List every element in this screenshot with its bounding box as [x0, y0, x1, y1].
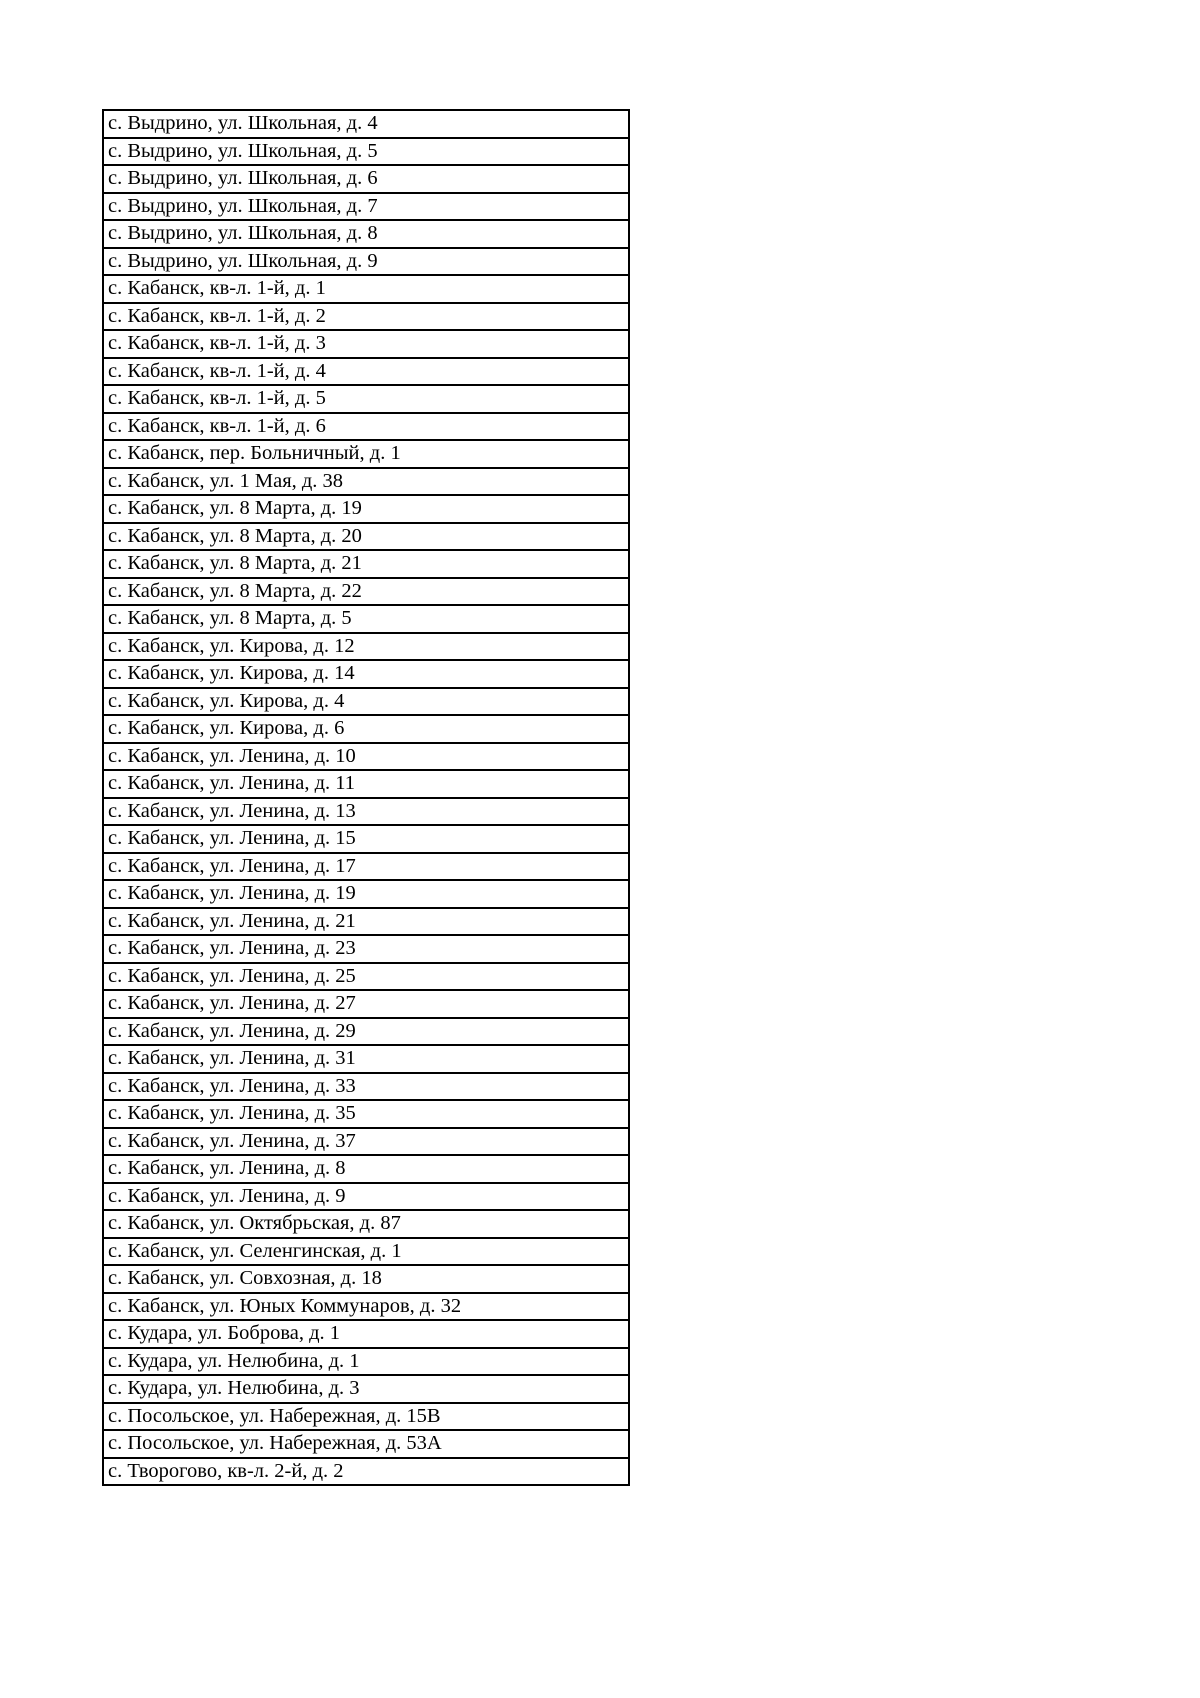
table-row — [103, 193, 629, 221]
table-row — [103, 1293, 629, 1321]
table-row — [103, 1320, 629, 1348]
address-cell: с. Кабанск, ул. Кирова, д. 14 — [103, 660, 629, 688]
table-row — [103, 303, 629, 331]
address-cell: с. Кабанск, кв-л. 1-й, д. 5 — [103, 385, 629, 413]
address-cell: с. Кабанск, ул. Селенгинская, д. 1 — [103, 1238, 629, 1266]
table-row — [103, 963, 629, 991]
table-row — [103, 440, 629, 468]
address-cell: с. Кабанск, кв-л. 1-й, д. 6 — [103, 413, 629, 441]
address-table — [102, 109, 630, 1486]
table-row — [103, 770, 629, 798]
table-row — [103, 1210, 629, 1238]
address-cell: с. Кабанск, кв-л. 1-й, д. 3 — [103, 330, 629, 358]
address-cell: с. Кабанск, ул. Ленина, д. 17 — [103, 853, 629, 881]
table-row — [103, 110, 629, 138]
table-row — [103, 1375, 629, 1403]
address-cell: с. Кабанск, ул. Совхозная, д. 18 — [103, 1265, 629, 1293]
address-cell: с. Выдрино, ул. Школьная, д. 5 — [103, 138, 629, 166]
address-cell: с. Кабанск, ул. Ленина, д. 31 — [103, 1045, 629, 1073]
address-cell: с. Кабанск, ул. Кирова, д. 4 — [103, 688, 629, 716]
table-row — [103, 715, 629, 743]
table-row — [103, 1183, 629, 1211]
address-cell: с. Кудара, ул. Нелюбина, д. 1 — [103, 1348, 629, 1376]
table-row — [103, 688, 629, 716]
table-row — [103, 248, 629, 276]
table-row — [103, 220, 629, 248]
table-row — [103, 523, 629, 551]
address-table-body — [103, 110, 629, 1485]
address-cell: с. Кабанск, ул. Октябрьская, д. 87 — [103, 1210, 629, 1238]
table-row — [103, 743, 629, 771]
address-cell: с. Посольское, ул. Набережная, д. 53А — [103, 1430, 629, 1458]
table-row — [103, 138, 629, 166]
table-row — [103, 495, 629, 523]
address-cell: с. Кабанск, ул. Ленина, д. 33 — [103, 1073, 629, 1101]
address-cell: с. Кабанск, ул. Ленина, д. 10 — [103, 743, 629, 771]
address-cell: с. Кабанск, кв-л. 1-й, д. 2 — [103, 303, 629, 331]
address-cell: с. Кабанск, ул. Ленина, д. 23 — [103, 935, 629, 963]
address-cell: с. Кудара, ул. Боброва, д. 1 — [103, 1320, 629, 1348]
table-row — [103, 880, 629, 908]
address-cell: с. Кабанск, ул. Ленина, д. 13 — [103, 798, 629, 826]
address-cell: с. Кабанск, кв-л. 1-й, д. 1 — [103, 275, 629, 303]
table-row — [103, 853, 629, 881]
table-row — [103, 605, 629, 633]
table-row — [103, 330, 629, 358]
address-cell: с. Кабанск, ул. 8 Марта, д. 22 — [103, 578, 629, 606]
table-row — [103, 1073, 629, 1101]
address-cell: с. Кабанск, ул. Ленина, д. 19 — [103, 880, 629, 908]
table-row — [103, 1458, 629, 1486]
address-cell: с. Кабанск, ул. 8 Марта, д. 5 — [103, 605, 629, 633]
address-cell: с. Кабанск, пер. Больничный, д. 1 — [103, 440, 629, 468]
table-row — [103, 385, 629, 413]
table-row — [103, 798, 629, 826]
table-row — [103, 633, 629, 661]
table-row — [103, 358, 629, 386]
table-row — [103, 413, 629, 441]
table-row — [103, 468, 629, 496]
address-cell: с. Кабанск, ул. 8 Марта, д. 20 — [103, 523, 629, 551]
address-cell: с. Кудара, ул. Нелюбина, д. 3 — [103, 1375, 629, 1403]
table-row — [103, 275, 629, 303]
table-row — [103, 550, 629, 578]
table-row — [103, 1265, 629, 1293]
table-row — [103, 1155, 629, 1183]
table-row — [103, 1018, 629, 1046]
address-cell: с. Кабанск, ул. Ленина, д. 27 — [103, 990, 629, 1018]
address-cell: с. Кабанск, ул. Ленина, д. 25 — [103, 963, 629, 991]
table-row — [103, 1100, 629, 1128]
address-cell: с. Выдрино, ул. Школьная, д. 9 — [103, 248, 629, 276]
address-cell: с. Кабанск, ул. Ленина, д. 35 — [103, 1100, 629, 1128]
table-row — [103, 1045, 629, 1073]
address-cell: с. Кабанск, ул. Юных Коммунаров, д. 32 — [103, 1293, 629, 1321]
address-cell: с. Творогово, кв-л. 2-й, д. 2 — [103, 1458, 629, 1486]
table-row — [103, 660, 629, 688]
address-cell: с. Выдрино, ул. Школьная, д. 4 — [103, 110, 629, 138]
table-row — [103, 1348, 629, 1376]
address-cell: с. Кабанск, ул. Ленина, д. 11 — [103, 770, 629, 798]
address-cell: с. Кабанск, ул. Ленина, д. 21 — [103, 908, 629, 936]
address-cell: с. Кабанск, ул. Кирова, д. 6 — [103, 715, 629, 743]
address-cell: с. Кабанск, ул. Ленина, д. 15 — [103, 825, 629, 853]
address-cell: с. Кабанск, ул. Ленина, д. 37 — [103, 1128, 629, 1156]
table-row — [103, 825, 629, 853]
table-row — [103, 1430, 629, 1458]
table-row — [103, 990, 629, 1018]
address-cell: с. Кабанск, кв-л. 1-й, д. 4 — [103, 358, 629, 386]
address-cell: с. Кабанск, ул. Кирова, д. 12 — [103, 633, 629, 661]
table-row — [103, 578, 629, 606]
table-row — [103, 908, 629, 936]
table-row — [103, 1403, 629, 1431]
address-cell: с. Выдрино, ул. Школьная, д. 6 — [103, 165, 629, 193]
table-row — [103, 935, 629, 963]
table-row — [103, 1128, 629, 1156]
table-row — [103, 1238, 629, 1266]
address-cell: с. Кабанск, ул. 1 Мая, д. 38 — [103, 468, 629, 496]
address-cell: с. Кабанск, ул. Ленина, д. 29 — [103, 1018, 629, 1046]
address-cell: с. Кабанск, ул. Ленина, д. 9 — [103, 1183, 629, 1211]
address-cell: с. Кабанск, ул. 8 Марта, д. 21 — [103, 550, 629, 578]
address-cell: с. Выдрино, ул. Школьная, д. 8 — [103, 220, 629, 248]
table-row — [103, 165, 629, 193]
address-cell: с. Кабанск, ул. Ленина, д. 8 — [103, 1155, 629, 1183]
address-cell: с. Кабанск, ул. 8 Марта, д. 19 — [103, 495, 629, 523]
address-cell: с. Выдрино, ул. Школьная, д. 7 — [103, 193, 629, 221]
address-cell: с. Посольское, ул. Набережная, д. 15В — [103, 1403, 629, 1431]
